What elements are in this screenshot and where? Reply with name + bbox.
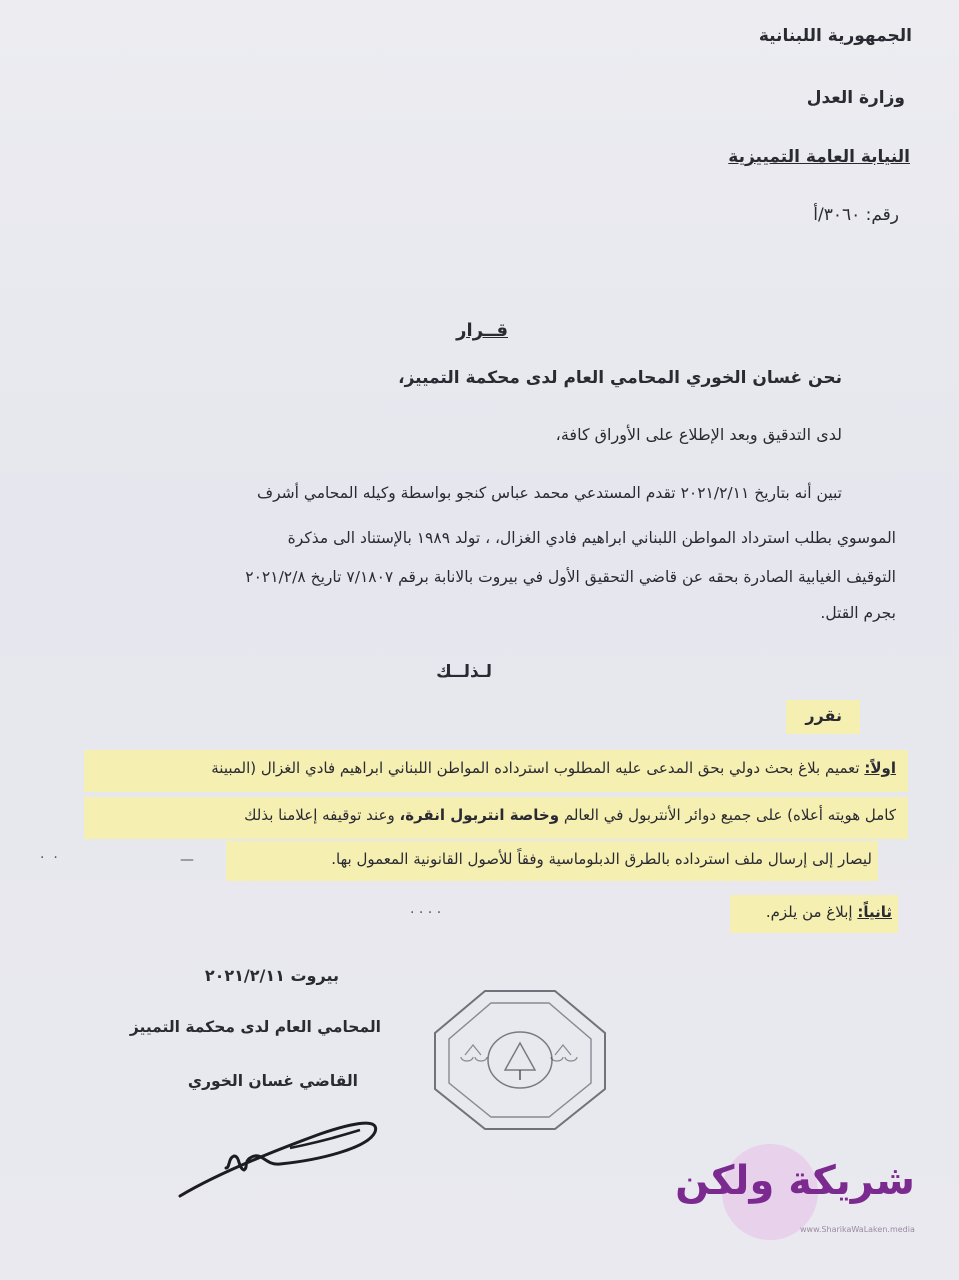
ministry-heading: وزارة العدل: [806, 88, 905, 108]
review-line: لدى التدقيق وبعد الإطلاع على الأوراق كافة،: [555, 425, 842, 444]
second-label: ثانياً:: [857, 903, 892, 921]
second-text: إبلاغ من يلزم.: [765, 903, 853, 921]
facts-line-4: بجرم القتل.: [820, 604, 896, 622]
first-label: اولاً:: [864, 759, 896, 777]
we-decide-heading: نقرر: [805, 706, 842, 725]
stray-mark: · ·: [40, 850, 58, 866]
first-text-1: تعميم بلاغ بحث دولي بحق المدعى عليه المطلوب استرداده المواطن اللبناني ابراهيم فادي الغزال (المبينة: [211, 759, 860, 777]
second-clause: [766, 903, 892, 921]
first-clause-line-3: ليصار إلى إرسال ملف استرداده بالطرق الدبلوماسية وفقاً للأصول القانونية المعمول بها.: [331, 850, 872, 868]
first-text-2-start: كامل هويته أعلاه) على جميع دوائر الأنتربول في العالم: [563, 806, 896, 824]
facts-line-1: تبين أنه بتاريخ ٢٠٢١/٢/١١ تقدم المستدعي محمد عباس كنجو بواسطة وكيله المحامي أشرف: [257, 484, 842, 502]
reference-number: رقم: ٣٠٦٠/أ: [813, 205, 899, 225]
first-clause-line-1: [211, 759, 896, 777]
republic-heading: الجمهورية اللبنانية: [758, 26, 912, 46]
official-seal: [425, 985, 615, 1135]
facts-line-3: التوقيف الغيابية الصادرة بحقه عن قاضي التحقيق الأول في بيروت بالانابة برقم ٧/١٨٠٧ تاريخ ٢٠٢١/٢/٨: [245, 568, 896, 586]
stray-dash: —: [180, 852, 194, 868]
first-text-2-bold: وخاصة انتربول انقرة،: [399, 806, 560, 824]
facts-line-2: الموسوي بطلب استرداد المواطن اللبناني ابراهيم فادي الغزال، ، تولد ١٩٨٩ بالإستناد الى مذكرة: [287, 529, 896, 547]
decision-title: قــرار: [456, 320, 508, 341]
first-clause-line-2: [244, 806, 896, 824]
first-text-2-end: وعند توقيفه إعلامنا بذلك: [244, 806, 395, 824]
prosecution-heading: النيابة العامة التمييزية: [728, 147, 910, 167]
therefore-heading: لـذلــك: [436, 662, 492, 682]
stray-dots: · · · ·: [410, 905, 442, 921]
watermark-url: www.SharikaWaLaken.media: [800, 1225, 915, 1234]
signatory-name: القاضي غسان الخوري: [187, 1072, 358, 1090]
watermark-logo: شريكة ولكن: [675, 1158, 915, 1204]
signatory-title: المحامي العام لدى محكمة التمييز: [129, 1018, 381, 1036]
handwritten-signature: [170, 1108, 390, 1208]
issuer-line: نحن غسان الخوري المحامي العام لدى محكمة التمييز،: [398, 368, 842, 388]
place-date: بيروت ٢٠٢١/٢/١١: [204, 966, 339, 985]
